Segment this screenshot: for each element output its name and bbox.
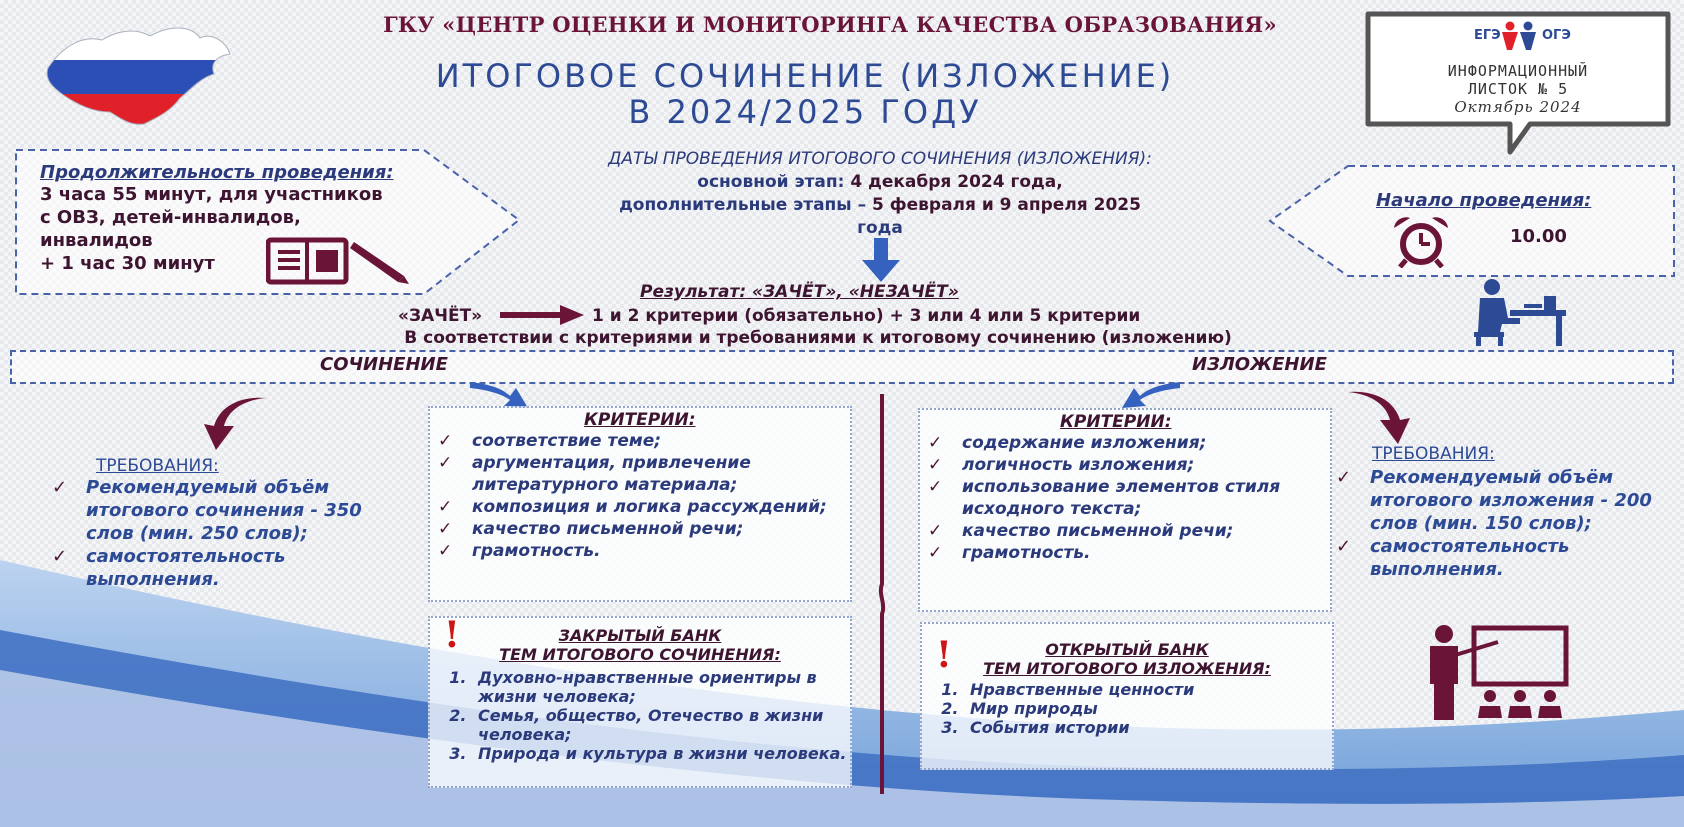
ege-logo-text: ЕГЭ (1474, 28, 1501, 43)
student-desk-icon (1464, 278, 1570, 346)
list-item: 3. События истории (964, 718, 1332, 737)
dates-main (520, 171, 1240, 194)
list-item: 1. Духовно-нравственные ориентиры в жизни человека; (472, 668, 850, 706)
duration-heading: Продолжительность проведения: (40, 162, 394, 183)
essay-bank-heading-1: ЗАКРЫТЫЙ БАНК (558, 626, 722, 645)
essay-requirements-heading: ТРЕБОВАНИЯ: (96, 456, 219, 476)
essay-bank-box (428, 616, 852, 788)
essay-requirements-list (44, 476, 380, 591)
section-band (10, 350, 1674, 384)
summary-criteria-arrow-icon (1118, 378, 1182, 410)
list-item: ✓ использование элементов стиля исходного текста; (920, 476, 1330, 520)
badge-line-1: ИНФОРМАЦИОННЫЙ (1447, 62, 1589, 80)
center-divider (874, 394, 890, 794)
duration-line-2: с ОВЗ, детей-инвалидов, (40, 207, 301, 228)
essay-bank-list (430, 668, 850, 763)
dates-block (520, 148, 1240, 240)
warning-icon: ! (444, 614, 460, 656)
curved-arrow-icon (204, 396, 270, 452)
dates-main-label: основной этап: (697, 172, 851, 192)
list-item: ✓ самостоятельность выполнения. (44, 545, 380, 591)
pass-rule: 1 и 2 критерии (обязательно) + 3 или 4 или 5 критерии (592, 306, 1141, 326)
list-item: ✓ соответствие теме; (430, 430, 850, 452)
teacher-board-icon (1424, 622, 1570, 722)
dates-extra-dates: 5 февраля и 9 апреля 2025 (872, 195, 1141, 215)
dates-main-date: 4 декабря 2024 года, (850, 172, 1063, 192)
book-pen-icon (266, 236, 410, 286)
summary-requirements-heading: ТРЕБОВАНИЯ: (1372, 444, 1495, 464)
list-item: ✓ содержание изложения; (920, 432, 1330, 454)
summary-criteria-list (920, 432, 1330, 564)
right-arrow-icon (500, 304, 584, 326)
info-badge (1370, 14, 1666, 118)
list-item: ✓ аргументация, привлечение литературного материала; (430, 452, 850, 496)
exam-logo (1370, 18, 1666, 54)
dates-heading: ДАТЫ ПРОВЕДЕНИЯ ИТОГОВОГО СОЧИНЕНИЯ (ИЗЛОЖЕНИЯ): (608, 149, 1152, 169)
duration-line-3: инвалидов (40, 230, 153, 251)
title-line-2: В 2024/2025 ГОДУ (628, 93, 982, 131)
result-note: В соответствии с критериями и требованиями к итоговому сочинению (изложению) (404, 328, 1232, 348)
crimea-map-icon (40, 20, 240, 132)
dates-extra (520, 194, 1240, 217)
essay-requirements (44, 456, 380, 591)
page-title (330, 58, 1280, 130)
warning-icon: ! (936, 634, 952, 676)
title-line-1: ИТОГОВОЕ СОЧИНЕНИЕ (ИЗЛОЖЕНИЕ) (435, 57, 1175, 95)
summary-section-label: ИЗЛОЖЕНИЕ (1192, 354, 1327, 375)
list-item: 2. Мир природы (964, 699, 1332, 718)
summary-bank-box (920, 622, 1334, 770)
essay-criteria-box (428, 406, 852, 602)
summary-requirements (1328, 444, 1674, 581)
list-item: ✓ композиция и логика рассуждений; (430, 496, 850, 518)
people-logo-icon (1500, 20, 1538, 50)
list-item: ✓ самостоятельность выполнения. (1328, 535, 1674, 581)
list-item: ✓ логичность изложения; (920, 454, 1330, 476)
duration-line-1: 3 часа 55 минут, для участников (40, 184, 383, 205)
badge-line-2: ЛИСТОК № 5 (1467, 80, 1569, 98)
alarm-clock-icon (1390, 214, 1452, 268)
list-item: 1. Нравственные ценности (964, 680, 1332, 699)
summary-bank-list (922, 680, 1332, 737)
dates-extra-tail: года (857, 218, 903, 238)
down-arrow-icon (860, 238, 902, 282)
list-item: ✓ грамотность. (430, 540, 850, 562)
start-heading: Начало проведения: (1376, 190, 1592, 211)
pass-label: «ЗАЧЁТ» (398, 306, 483, 326)
list-item: 3. Природа и культура в жизни человека. (472, 744, 850, 763)
summary-criteria-box (918, 408, 1332, 612)
essay-criteria-list (430, 430, 850, 562)
essay-section-label: СОЧИНЕНИЕ (320, 354, 448, 375)
summary-bank-heading-2: ТЕМ ИТОГОВОГО ИЗЛОЖЕНИЯ: (983, 659, 1271, 678)
organization-name: ГКУ «ЦЕНТР ОЦЕНКИ И МОНИТОРИНГА КАЧЕСТВА ОБРАЗОВАНИЯ» (383, 12, 1277, 37)
list-item: ✓ Рекомендуемый объём итогового сочинения - 350 слов (мин. 250 слов); (44, 476, 380, 545)
list-item: ✓ качество письменной речи; (920, 520, 1330, 542)
list-item: ✓ грамотность. (920, 542, 1330, 564)
essay-bank-heading-2: ТЕМ ИТОГОВОГО СОЧИНЕНИЯ: (499, 645, 781, 664)
badge-line-3: Октябрь 2024 (1454, 98, 1582, 116)
summary-criteria-heading: КРИТЕРИИ: (1060, 412, 1172, 432)
oge-logo-text: ОГЭ (1542, 28, 1571, 43)
list-item: ✓ качество письменной речи; (430, 518, 850, 540)
summary-requirements-list (1328, 466, 1674, 581)
result-heading: Результат: «ЗАЧЁТ», «НЕЗАЧЁТ» (640, 282, 959, 302)
essay-criteria-heading: КРИТЕРИИ: (584, 410, 696, 430)
start-time: 10.00 (1510, 226, 1567, 247)
list-item: ✓ Рекомендуемый объём итогового изложения - 200 слов (мин. 150 слов); (1328, 466, 1674, 535)
list-item: 2. Семья, общество, Отечество в жизни человека; (472, 706, 850, 744)
summary-curved-arrow-icon (1346, 390, 1412, 446)
duration-line-4: + 1 час 30 минут (40, 253, 215, 274)
start-box-frame (1268, 164, 1678, 278)
dates-extra-label: дополнительные этапы – (619, 195, 873, 215)
summary-bank-heading-1: ОТКРЫТЫЙ БАНК (1045, 640, 1209, 659)
